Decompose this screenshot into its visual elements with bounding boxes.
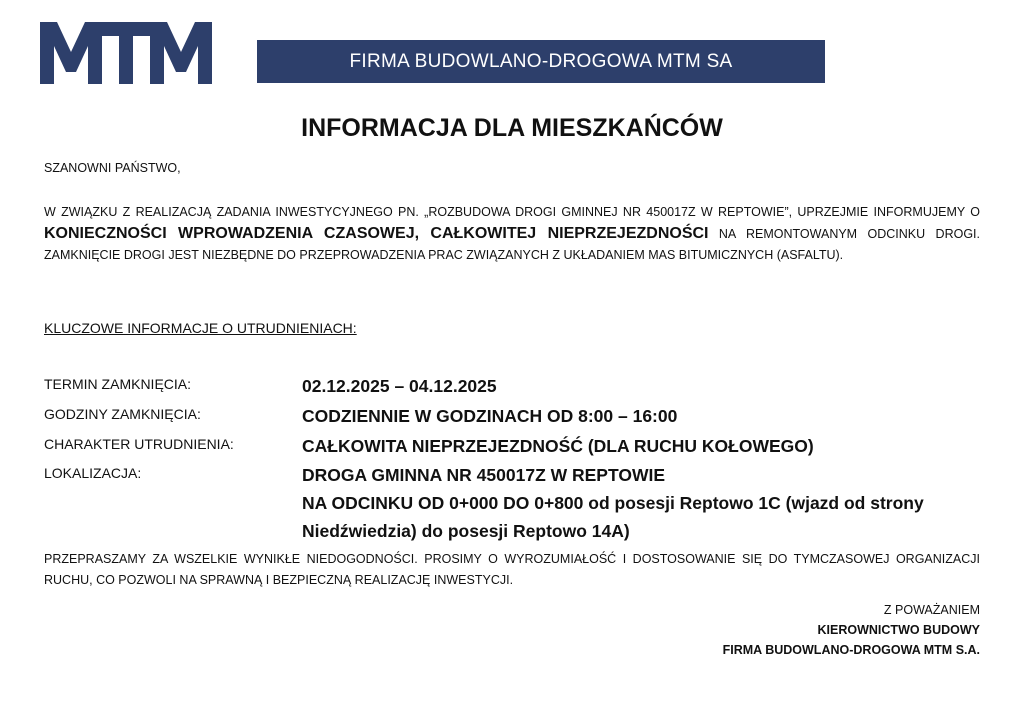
- mtm-logo-icon: [40, 22, 212, 84]
- detail-label: LOKALIZACJA:: [44, 465, 142, 481]
- salutation: SZANOWNI PAŃSTWO,: [44, 161, 181, 175]
- mtm-logo: [40, 22, 212, 84]
- location-section: NA ODCINKU OD 0+000 DO 0+800 od posesji Reptowo 1C (wjazd od strony Niedźwiedzia) do posesji Reptowo 14A): [302, 493, 924, 541]
- company-banner: [257, 40, 825, 83]
- intro-paragraph: [44, 202, 980, 266]
- location-road: DROGA GMINNA NR 450017Z W REPTOWIE: [302, 465, 666, 485]
- detail-value: [302, 461, 982, 545]
- apology-paragraph: PRZEPRASZAMY ZA WSZELKIE WYNIKŁE NIEDOGODNOŚCI. PROSIMY O WYROZUMIAŁOŚĆ I DOSTOSOWANIE SIĘ DO TYMCZASOWEJ ORGANIZACJI RUCHU, CO POZWOLI NA SPRAWNĄ I BEZPIECZNĄ REALIZACJĘ INWESTYCJI.: [44, 552, 980, 587]
- detail-value: 02.12.2025 – 04.12.2025: [302, 376, 497, 396]
- intro-text-before: W ZWIĄZKU Z REALIZACJĄ ZADANIA INWESTYCYJNEGO PN. „ROZBUDOWA DROGI GMINNEJ NR 450017Z W REPTOWIE”, UPRZEJMIE INFORMUJEMY O: [44, 205, 980, 219]
- detail-value: CODZIENNIE W GODZINACH OD 8:00 – 16:00: [302, 406, 678, 426]
- signature-block: [723, 600, 980, 660]
- signature-closing: Z POWAŻANIEM: [883, 603, 980, 617]
- company-name: FIRMA BUDOWLANO-DROGOWA MTM SA: [349, 50, 733, 72]
- detail-label: GODZINY ZAMKNIĘCIA:: [44, 406, 201, 422]
- signature-line2: FIRMA BUDOWLANO-DROGOWA MTM S.A.: [722, 643, 980, 657]
- intro-text-after: NA REMONTOWANYM ODCINKU DROGI. ZAMKNIĘCIE DROGI JEST NIEZBĘDNE DO PRZEPROWADZENIA PRAC ZWIĄZANYCH Z UKŁADANIEM MAS BITUMICZNYCH (ASFALTU).: [44, 227, 980, 262]
- detail-label: CHARAKTER UTRUDNIENIA:: [44, 436, 234, 452]
- detail-value: CAŁKOWITA NIEPRZEJEZDNOŚĆ (DLA RUCHU KOŁOWEGO): [302, 436, 814, 456]
- signature-line1: KIEROWNICTWO BUDOWY: [817, 623, 980, 637]
- key-info-heading: KLUCZOWE INFORMACJE O UTRUDNIENIACH:: [44, 320, 357, 336]
- detail-label: TERMIN ZAMKNIĘCIA:: [44, 376, 192, 392]
- intro-emphasis: KONIECZNOŚCI WPROWADZENIA CZASOWEJ, CAŁKOWITEJ NIEPRZEJEZDNOŚCI: [44, 225, 709, 242]
- page-title: INFORMACJA DLA MIESZKAŃCÓW: [301, 114, 723, 142]
